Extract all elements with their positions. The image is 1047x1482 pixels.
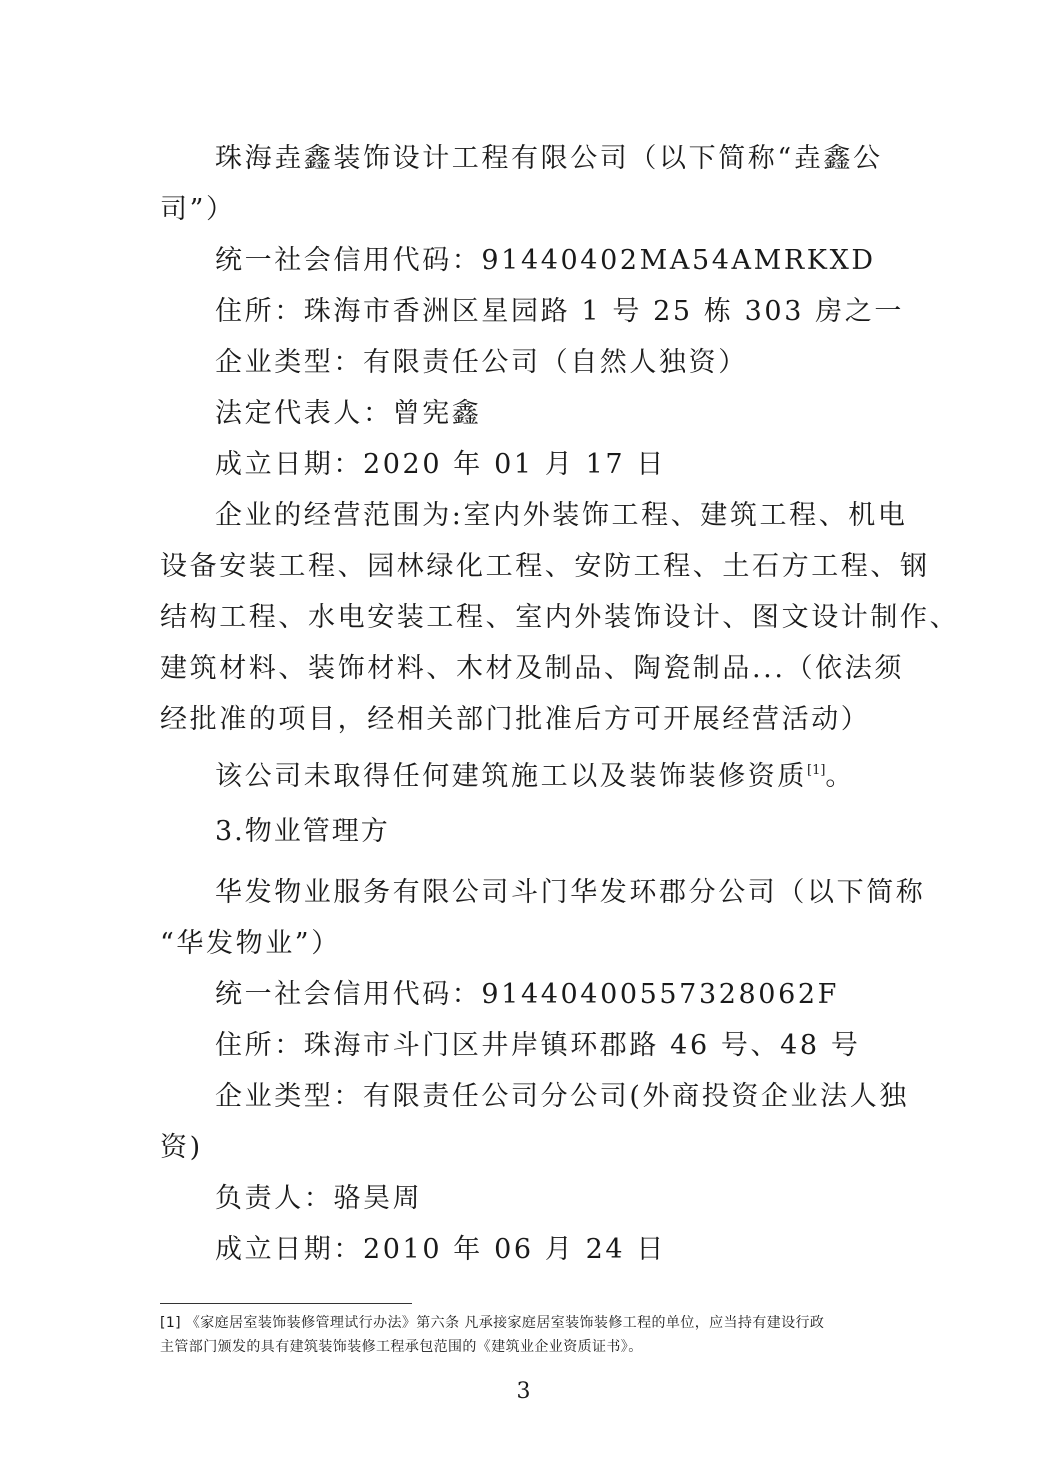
section-heading-3: 3.物业管理方: [215, 816, 390, 847]
business-scope-line-3: 结构工程、水电安装工程、室内外装饰设计、图文设计制作、: [160, 602, 960, 633]
no-qualification-period: 。: [825, 761, 856, 792]
no-qualification-text: 该公司未取得任何建筑施工以及装饰装修资质: [215, 761, 807, 792]
credit-code-1: 统一社会信用代码：91440402MA54AMRKXD: [215, 245, 876, 276]
company-type-1: 企业类型：有限责任公司（自然人独资）: [215, 347, 748, 378]
company-type-2-line-1: 企业类型：有限责任公司分公司(外商投资企业法人独: [215, 1081, 909, 1112]
business-scope-line-5: 经批准的项目，经相关部门批准后方可开展经营活动）: [160, 704, 871, 735]
footnote-line-1: [1] 《家庭居室装饰装修管理试行办法》第六条 凡承接家庭居室装饰装修工程的单位，应当持有建设行政: [160, 1315, 825, 1331]
founding-date-2: 成立日期：2010 年 06 月 24 日: [215, 1234, 666, 1265]
paragraph-company-2-line-2: “华发物业”）: [160, 928, 341, 959]
credit-code-2: 统一社会信用代码：91440400557328062F: [215, 979, 839, 1010]
business-scope-line-4: 建筑材料、装饰材料、木材及制品、陶瓷制品...（依法须: [160, 653, 904, 684]
page-number: 3: [516, 1379, 531, 1404]
address-2: 住所：珠海市斗门区井岸镇环郡路 46 号、48 号: [215, 1030, 861, 1061]
person-in-charge-2: 负责人：骆昊周: [215, 1183, 423, 1214]
no-qualification-note: [215, 751, 955, 797]
legal-rep-1: 法定代表人：曾宪鑫: [215, 398, 482, 429]
footnote-separator: [160, 1303, 412, 1304]
paragraph-company-2-line-1: 华发物业服务有限公司斗门华发环郡分公司（以下简称: [215, 877, 926, 908]
footnote-reference[interactable]: [1]: [807, 763, 826, 778]
footnote-line-2: 主管部门颁发的具有建筑装饰装修工程承包范围的《建筑业企业资质证书》。: [160, 1339, 643, 1355]
paragraph-company-1-line-1: 珠海垚鑫装饰设计工程有限公司（以下简称“垚鑫公: [215, 143, 883, 174]
founding-date-1: 成立日期：2020 年 01 月 17 日: [215, 449, 666, 480]
paragraph-company-1-line-2: 司”）: [160, 194, 236, 225]
address-1: 住所：珠海市香洲区星园路 1 号 25 栋 303 房之一: [215, 296, 904, 327]
company-type-2-line-2: 资): [160, 1132, 203, 1163]
business-scope-line-2: 设备安装工程、园林绿化工程、安防工程、土石方工程、钢: [160, 551, 930, 582]
business-scope-line-1: 企业的经营范围为:室内外装饰工程、建筑工程、机电: [215, 500, 908, 531]
